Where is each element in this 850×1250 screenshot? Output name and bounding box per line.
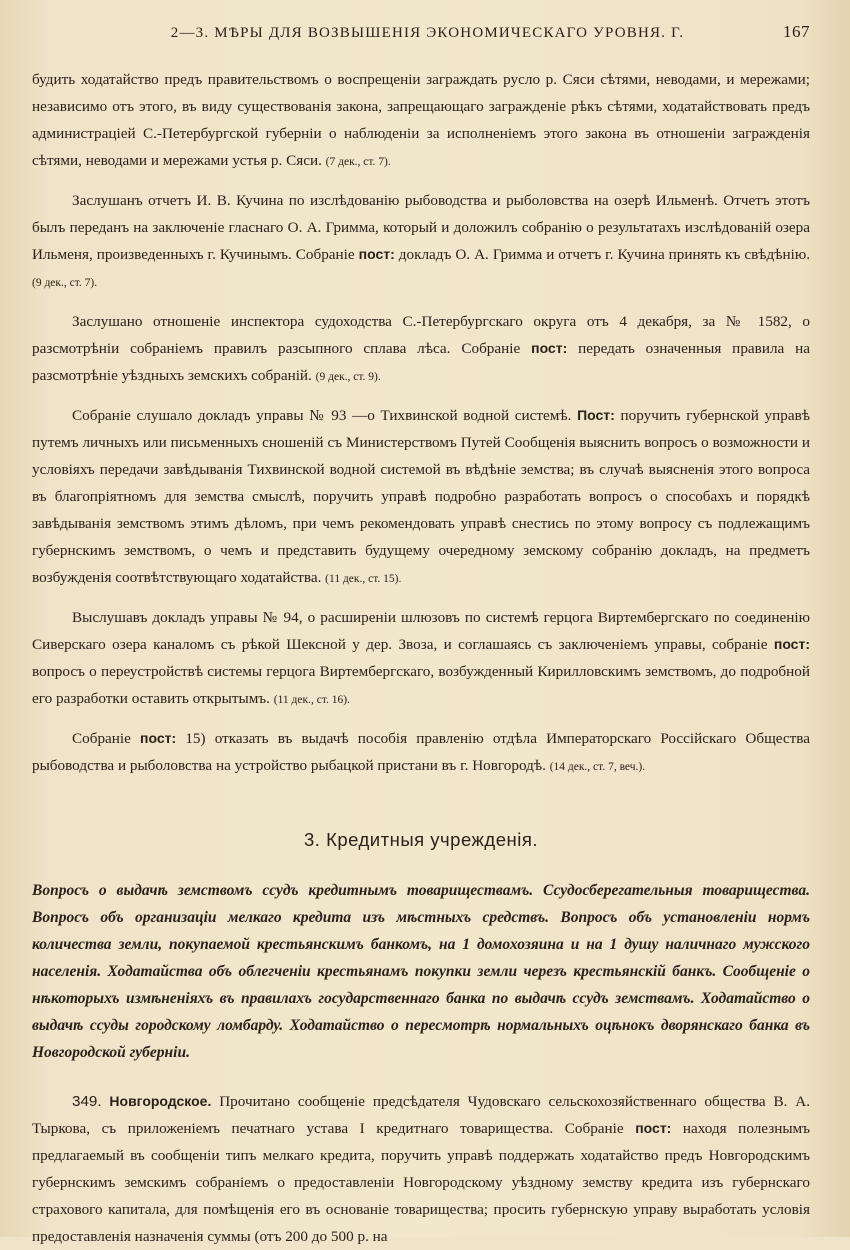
entry-number: 349. [72, 1093, 102, 1110]
citation: (14 дек., ст. 7, веч.). [549, 761, 646, 773]
resolution-keyword: пост: [635, 1120, 672, 1136]
resolution-keyword: пост: [358, 246, 395, 262]
paragraph-5: Выслушавъ докладъ управы № 94, о расширеніи шлюзовъ по системѣ герцога Виртембергскаго по соединенію Сиверскаго озера каналомъ съ рѣкой Шексной у дер. Звоза, и соглашаясь съ заключеніемъ управы, собраніе пост: вопросъ о переустройствѣ системы герцога Виртембергскаго, возбужденный Кирилловскимъ земствомъ, до подробной его разработки оставить открытымъ. (11 дек., ст. 16). [32, 609, 810, 707]
section-title: 3. Кредитныя учрежденія. [304, 829, 538, 850]
resolution-keyword: пост: [140, 730, 177, 746]
paragraph-1: будить ходатайство предъ правительствомъ о воспрещеніи заграждать русло р. Сяси сѣтями, неводами, и мережами; независимо отъ этого, въ виду существованія закона, запрещающаго загражденіе рѣкъ сѣтями, ходатайствовать предъ администраціей С.-Петербургской губерніи о наблюденіи за исполненіемъ этого закона въ отношеніи загражденія сѣтями, неводами и мережами устья р. Сяси. (7 дек., ст. 7). [32, 71, 810, 169]
citation: (9 дек., ст. 9). [315, 371, 381, 383]
citation: (7 дек., ст. 7). [325, 156, 391, 168]
citation: (9 дек., ст. 7). [32, 277, 98, 289]
citation: (11 дек., ст. 15). [325, 573, 402, 585]
running-title: 2—3. МѢРЫ ДЛЯ ВОЗВЫШЕНІЯ ЭКОНОМИЧЕСКАГО УРОВНЯ. Г. [170, 25, 685, 41]
page-header [32, 22, 810, 42]
resolution-keyword: Пост: [577, 407, 615, 423]
paragraph-2: Заслушанъ отчетъ И. В. Кучина по изслѣдованію рыбоводства и рыболовства на озерѣ Ильменѣ. Отчетъ этотъ былъ переданъ на заключеніе гласнаго О. А. Гримма, который и доложилъ собранію о результатахъ изслѣдованій озера Ильменя, произведенныхъ г. Кучинымъ. Собраніе пост: докладъ О. А. Гримма и отчетъ г. Кучина принять къ свѣдѣнію. (9 дек., ст. 7). [32, 192, 811, 289]
place-name: Новгородское. [109, 1093, 212, 1109]
paragraph-349: 349. Новгородское. Прочитано сообщеніе предсѣдателя Чудовскаго сельскохозяйственнаго общества В. А. Тыркова, съ приложеніемъ печатнаго устава I кредитнаго товарищества. Собраніе пост: находя полезнымъ предлагаемый въ сообщеніи типъ мелкаго кредита, поручить управѣ поддержать ходатайство предъ Новгородскимъ губернскимъ земскимъ собраніемъ о предоставленіи Новгородскому уѣздному земству кредита изъ губернскаго страхового капитала, для помѣщенія его въ основаніе товарищества; просить губернскую управу выработать условія предоставленія назначенія суммы (отъ 200 до 500 р. на [32, 1093, 811, 1245]
resolution-keyword: пост: [773, 636, 810, 652]
paragraph-6: Собраніе пост: 15) отказать въ выдачѣ пособія правленію отдѣла Императорскаго Россійскаго Общества рыбоводства и рыболовства на устройство рыбацкой пристани въ г. Новгородѣ. (14 дек., ст. 7, веч.). [32, 730, 811, 774]
paragraph-4: Собраніе слушало докладъ управы № 93 —о Тихвинской водной системѣ. Пост: поручить губернской управѣ путемъ личныхъ или письменныхъ сношеній съ Министерствомъ Путей Сообщенія выяснить вопросъ о возможности и условіяхъ передачи завѣдыванія Тихвинской водной системой въ вѣдѣніе земства; въ случаѣ выясненія этого вопроса въ благопріятномъ для земства смыслѣ, поручить управѣ подробно разработать вопросъ о способахъ и порядкѣ завѣдыванія земствомъ этимъ дѣломъ, при чемъ рекомендовать управѣ снестись по этому вопросу съ подлежащимъ губернскимъ земствомъ, о чемъ и представить будущему очередному земскому собранію докладъ, на предметъ возбужденія соотвѣтствующаго ходатайства. (11 дек., ст. 15). [32, 407, 811, 586]
paragraph-3: Заслушано отношеніе инспектора судоходства С.-Петербургскаго округа отъ 4 декабря, за № 1582, о разсмотрѣніи собраніемъ правилъ разсыпного сплава лѣса. Собраніе пост: передать означенныя правила на разсмотрѣніе уѣздныхъ земскихъ собраній. (9 дек., ст. 9). [32, 313, 811, 384]
citation: (11 дек., ст. 16). [273, 694, 350, 706]
section-summary: Вопросъ о выдачѣ земствомъ ссудъ кредитнымъ товариществамъ. Ссудосберегательныя товарищества. Вопросъ объ организаціи мелкаго кредита изъ мѣстныхъ средствъ. Вопросъ объ установленіи нормъ количества земли, покупаемой крестьянскимъ банкомъ, на 1 домохозяина и на 1 душу наличнаго мужского населенія. Ходатайства объ облегченіи крестьянамъ покупки земли черезъ крестьянскій банкъ. Сообщеніе о нѣкоторыхъ измѣненіяхъ въ правилахъ государственнаго банка по выдачѣ ссудъ земствамъ. Ходатайство о выдачѣ ссуды городскому ломбарду. Ходатайство о пересмотрѣ нормальныхъ оцѣнокъ дворянскаго банка въ Новгородской губерніи. [32, 882, 810, 1061]
resolution-keyword: пост: [531, 340, 568, 356]
page-number: 167 [783, 22, 810, 41]
